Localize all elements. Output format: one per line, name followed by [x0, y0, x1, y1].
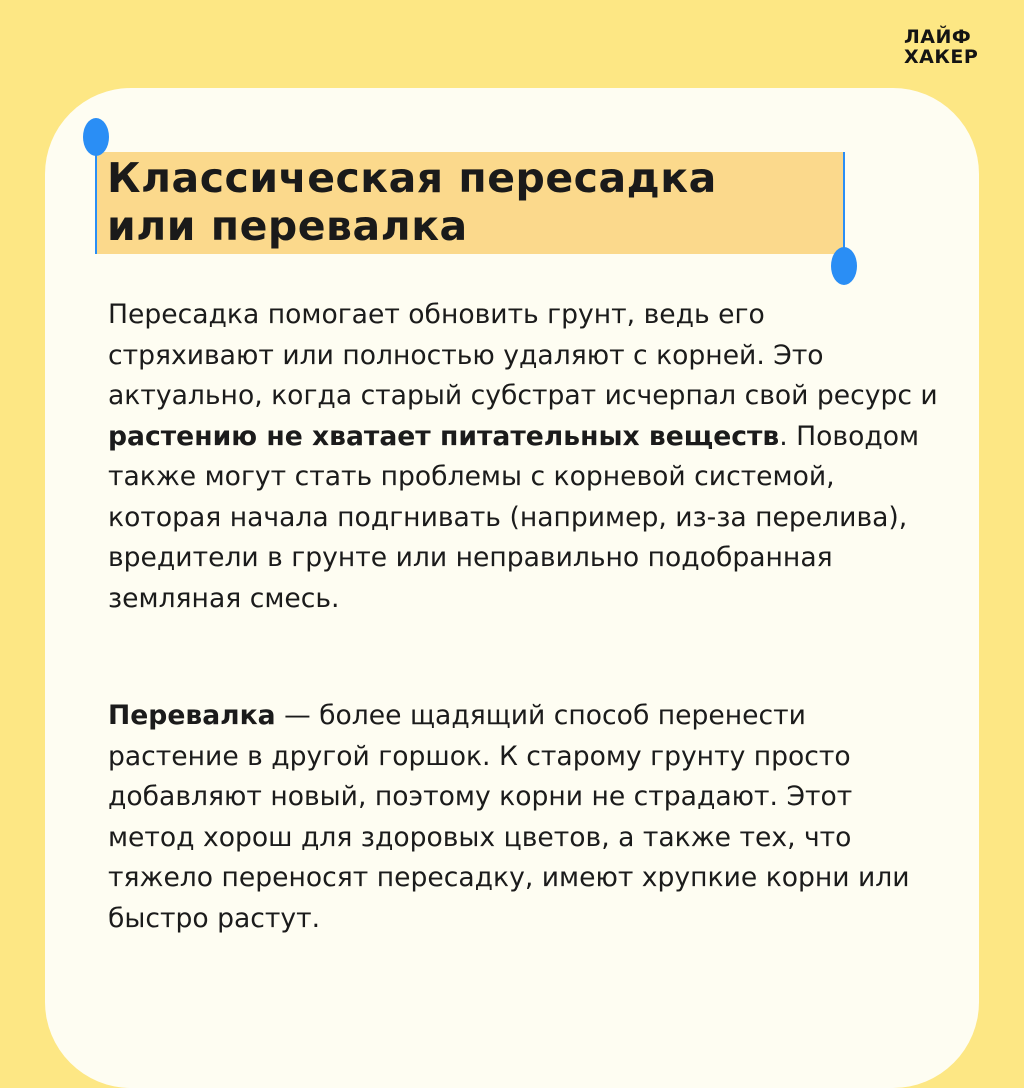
left-pin-line — [95, 150, 97, 254]
logo-line-2: ХАКЕР — [904, 46, 979, 68]
right-pin-line — [843, 152, 845, 256]
paragraph-transplant — [108, 295, 938, 619]
paragraph-1-text-b: . Поводом также могут стать проблемы с корневой системой, которая начала подгнивать (например, из-за перелива), вредители в грунте или неправильно подобранная земляная смесь. — [108, 420, 920, 614]
paragraph-1-text-a: Пересадка помогает обновить грунт, ведь его стряхивают или полностью удаляют с корней. Это актуально, когда старый субстрат исчерпал свой ресурс и — [108, 299, 938, 411]
paragraph-1-bold: растению не хватает питательных веществ — [108, 420, 780, 452]
paragraph-2-bold: Перевалка — [108, 700, 276, 731]
right-pin-dot-icon — [831, 247, 857, 285]
paragraph-2-text: — более щадящий способ перенести растение в другой горшок. К старому грунту просто добавляют новый, поэтому корни не страдают. Этот метод хорош для здоровых цветов, а также тех, что тяжело переносят пересадку, имеют хрупкие корни или быстро растут. — [108, 700, 910, 934]
logo-line-1: ЛАЙФ — [904, 26, 972, 48]
page-title: Классическая пересадка или перевалка — [107, 154, 717, 250]
paragraph-transshipment — [108, 696, 938, 939]
left-pin-dot-icon — [83, 118, 109, 156]
title-highlight — [97, 152, 844, 254]
lifehacker-logo — [904, 26, 979, 68]
